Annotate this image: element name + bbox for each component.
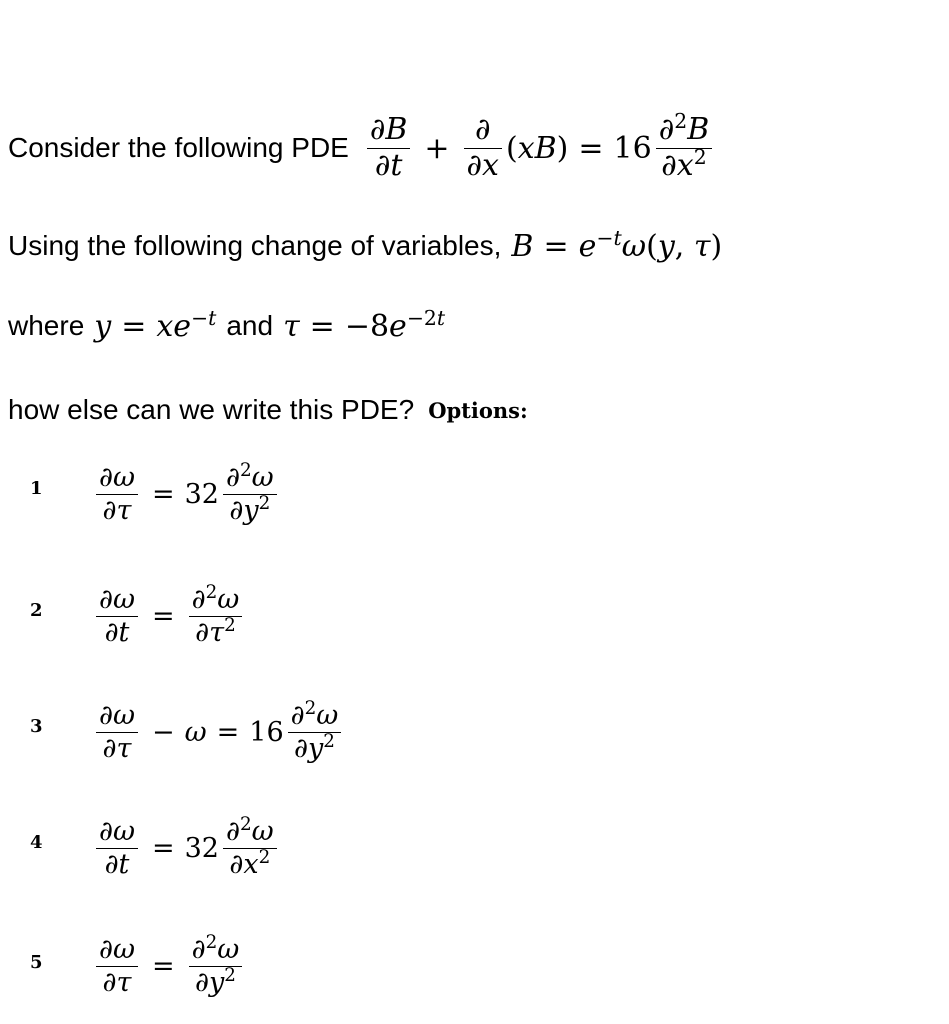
option-4-number: 4	[30, 832, 43, 853]
pde-term-ddx: $\frac{\partial}{\partial x}$	[464, 113, 502, 183]
options-label: Options:	[428, 397, 528, 423]
option-4-equation[interactable]: $\frac{\partial\omega}{\partial t}$ = 32 $\frac{\partial^2\omega}{\partial x^2}$	[92, 802, 281, 894]
option-2-equation[interactable]: $\frac{\partial\omega}{\partial t}$ = $\frac{\partial^2\omega}{\partial\tau^2}$	[92, 570, 246, 662]
question-line	[8, 388, 528, 432]
pde-term-d2bdx2: $\frac{\partial^2B}{\partial x^2}$	[656, 113, 713, 183]
option-1-number: 1	[30, 478, 43, 499]
change-of-variables: Using the following change of variables, B = $e^{-t}\omega(y$, τ)	[8, 225, 723, 264]
pde-statement: Consider the following PDE $\frac{\partial B}{\partial t}$ + $\frac{\partial}{\partial x}$ (xB) = 16 $\frac{\partial^2B}{\partial x^2}$	[8, 106, 716, 190]
option-5-number: 5	[30, 952, 43, 973]
where-text: where	[8, 310, 85, 341]
question-text: how else can we write this PDE?	[8, 394, 415, 425]
option-2-number: 2	[30, 600, 43, 621]
change-of-variables-text: Using the following change of variables,	[8, 230, 502, 261]
pde-intro-text: Consider the following PDE	[8, 132, 349, 163]
pde-term-dbdt: $\frac{\partial B}{\partial t}$	[367, 113, 411, 183]
and-text: and	[226, 310, 274, 341]
substitution-definitions: where y = $xe^{-t}$ and τ = $-8e^{-2t}$	[8, 305, 446, 344]
option-3-equation[interactable]: $\frac{\partial\omega}{\partial\tau}$ − ω = 16 $\frac{\partial^2\omega}{\partial y^2}$	[92, 686, 345, 778]
option-5-equation[interactable]: $\frac{\partial\omega}{\partial\tau}$ = $\frac{\partial^2\omega}{\partial y^2}$	[92, 920, 246, 1012]
option-3-number: 3	[30, 716, 43, 737]
option-1-equation[interactable]: $\frac{\partial\omega}{\partial\tau}$ = 32 $\frac{\partial^2\omega}{\partial y^2}$	[92, 448, 281, 540]
